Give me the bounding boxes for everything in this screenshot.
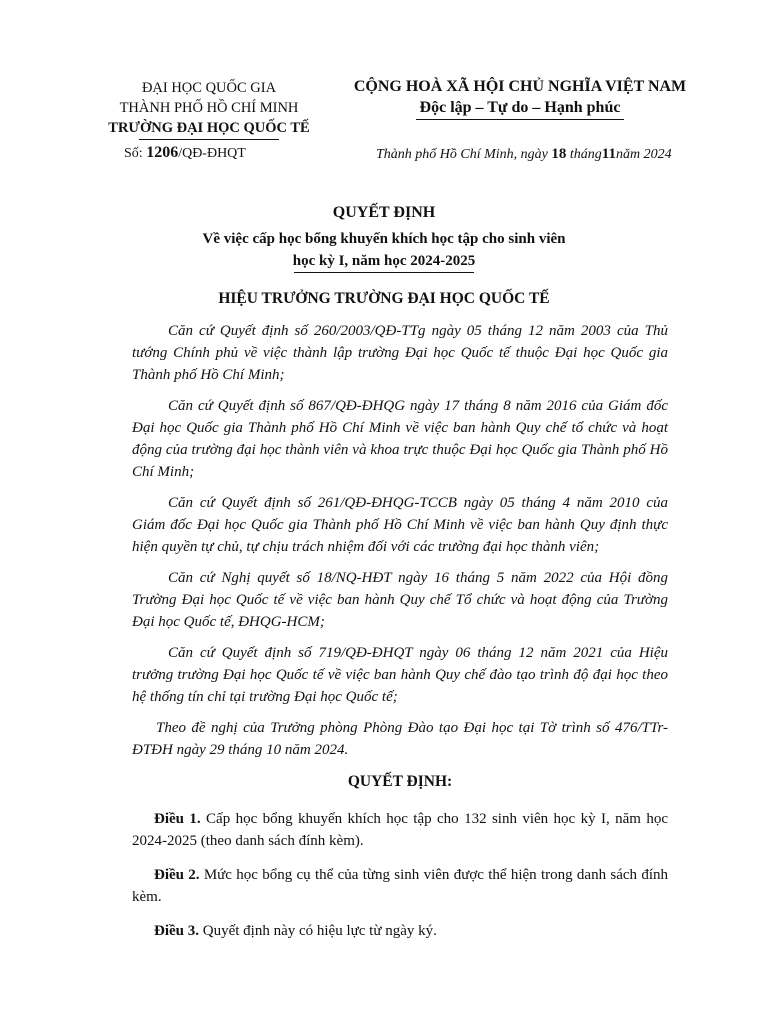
decision-heading: QUYẾT ĐỊNH: [347,773,453,790]
ministry-line: ĐẠI HỌC QUỐC GIA [141,80,277,96]
issuer-title: HIỆU TRƯỞNG TRƯỜNG ĐẠI HỌC QUỐC TẾ [218,290,550,307]
article-2-label: Điều 2. [154,867,200,883]
date-part1: Thành phố Hồ Chí Minh, ngày [376,147,552,162]
document-body [132,320,668,954]
header-right [340,76,700,120]
article-1 [132,808,668,852]
date-part2: tháng [566,147,602,162]
doc-number-suffix: /QĐ-ĐHQT [178,146,246,161]
proposal-basis: Theo đề nghị của Trưởng phòng Phòng Đào tạo Đại học tại Tờ trình số 476/TTr-ĐTĐH ngày 29 tháng 10 năm 2024. [132,720,668,758]
national-title: CỘNG HOÀ XÃ HỘI CHỦ NGHĨA VIỆT NAM [353,78,687,95]
header-left [104,78,314,140]
article-3 [132,920,668,942]
legal-basis-4: Căn cứ Nghị quyết số 18/NQ-HĐT ngày 16 tháng 5 năm 2022 của Hội đồng Trường Đại học Quốc tế về việc ban hành Quy chế Tổ chức và hoạt động của Trường Đại học Quốc tế, ĐHQG-HCM; [132,570,668,630]
legal-basis-1: Căn cứ Quyết định số 260/2003/QĐ-TTg ngày 05 tháng 12 năm 2003 của Thủ tướng Chính phủ về việc thành lập trường Đại học Quốc tế thuộc Đại học Quốc gia Thành phố Hồ Chí Minh; [132,323,668,383]
document-subtitle [0,228,768,273]
article-3-label: Điều 3. [154,923,199,939]
date-month: 11 [601,146,616,162]
date-day: 18 [551,146,567,162]
date-part3: năm 2024 [615,147,672,162]
article-1-label: Điều 1. [154,811,201,827]
legal-basis-5: Căn cứ Quyết định số 719/QĐ-ĐHQT ngày 06 tháng 12 năm 2021 của Hiệu trưởng trường Đại học Quốc tế về việc ban hành Quy chế đào tạo trình độ đại học theo hệ thống tín chỉ tại trường Đại học Quốc tế; [132,645,668,705]
doc-number-prefix: Số: [124,146,147,161]
city-line: THÀNH PHỐ HỒ CHÍ MINH [119,100,299,116]
document-number [124,144,246,162]
header-left-underline [139,139,279,140]
legal-basis-3: Căn cứ Quyết định số 261/QĐ-ĐHQG-TCCB ngày 05 tháng 4 năm 2010 của Giám đốc Đại học Quốc gia Thành phố Hồ Chí Minh về việc ban hành Quy định thực hiện quyền tự chủ, tự chịu trách nhiệm đối với các trường đại học thành viên; [132,495,668,555]
legal-basis-2: Căn cứ Quyết định số 867/QĐ-ĐHQG ngày 17 tháng 8 năm 2016 của Giám đốc Đại học Quốc gia Thành phố Hồ Chí Minh về việc ban hành Quy chế tổ chức và hoạt động của trường đại học thành viên và khoa trực thuộc Đại học Quốc gia Thành phố Hồ Chí Minh; [132,398,668,480]
article-2-text: Mức học bổng cụ thể của từng sinh viên được thể hiện trong danh sách đính kèm. [132,867,668,905]
subtitle-line2: học kỳ I, năm học 2024-2025 [292,253,476,269]
national-motto: Độc lập – Tự do – Hạnh phúc [419,99,621,116]
header-right-underline [416,119,624,120]
article-3-text: Quyết định này có hiệu lực từ ngày ký. [199,923,437,939]
document-date [376,146,672,163]
subtitle-line1: Về việc cấp học bổng khuyến khích học tập cho sinh viên [202,231,566,247]
document-title: QUYẾT ĐỊNH [332,204,436,221]
article-1-text: Cấp học bổng khuyến khích học tập cho 132 sinh viên học kỳ I, năm học 2024-2025 (theo danh sách đính kèm). [132,811,668,849]
school-line: TRƯỜNG ĐẠI HỌC QUỐC TẾ [108,120,310,136]
doc-number-value: 1206 [146,144,179,161]
subtitle-underline [294,272,474,273]
article-2 [132,864,668,908]
